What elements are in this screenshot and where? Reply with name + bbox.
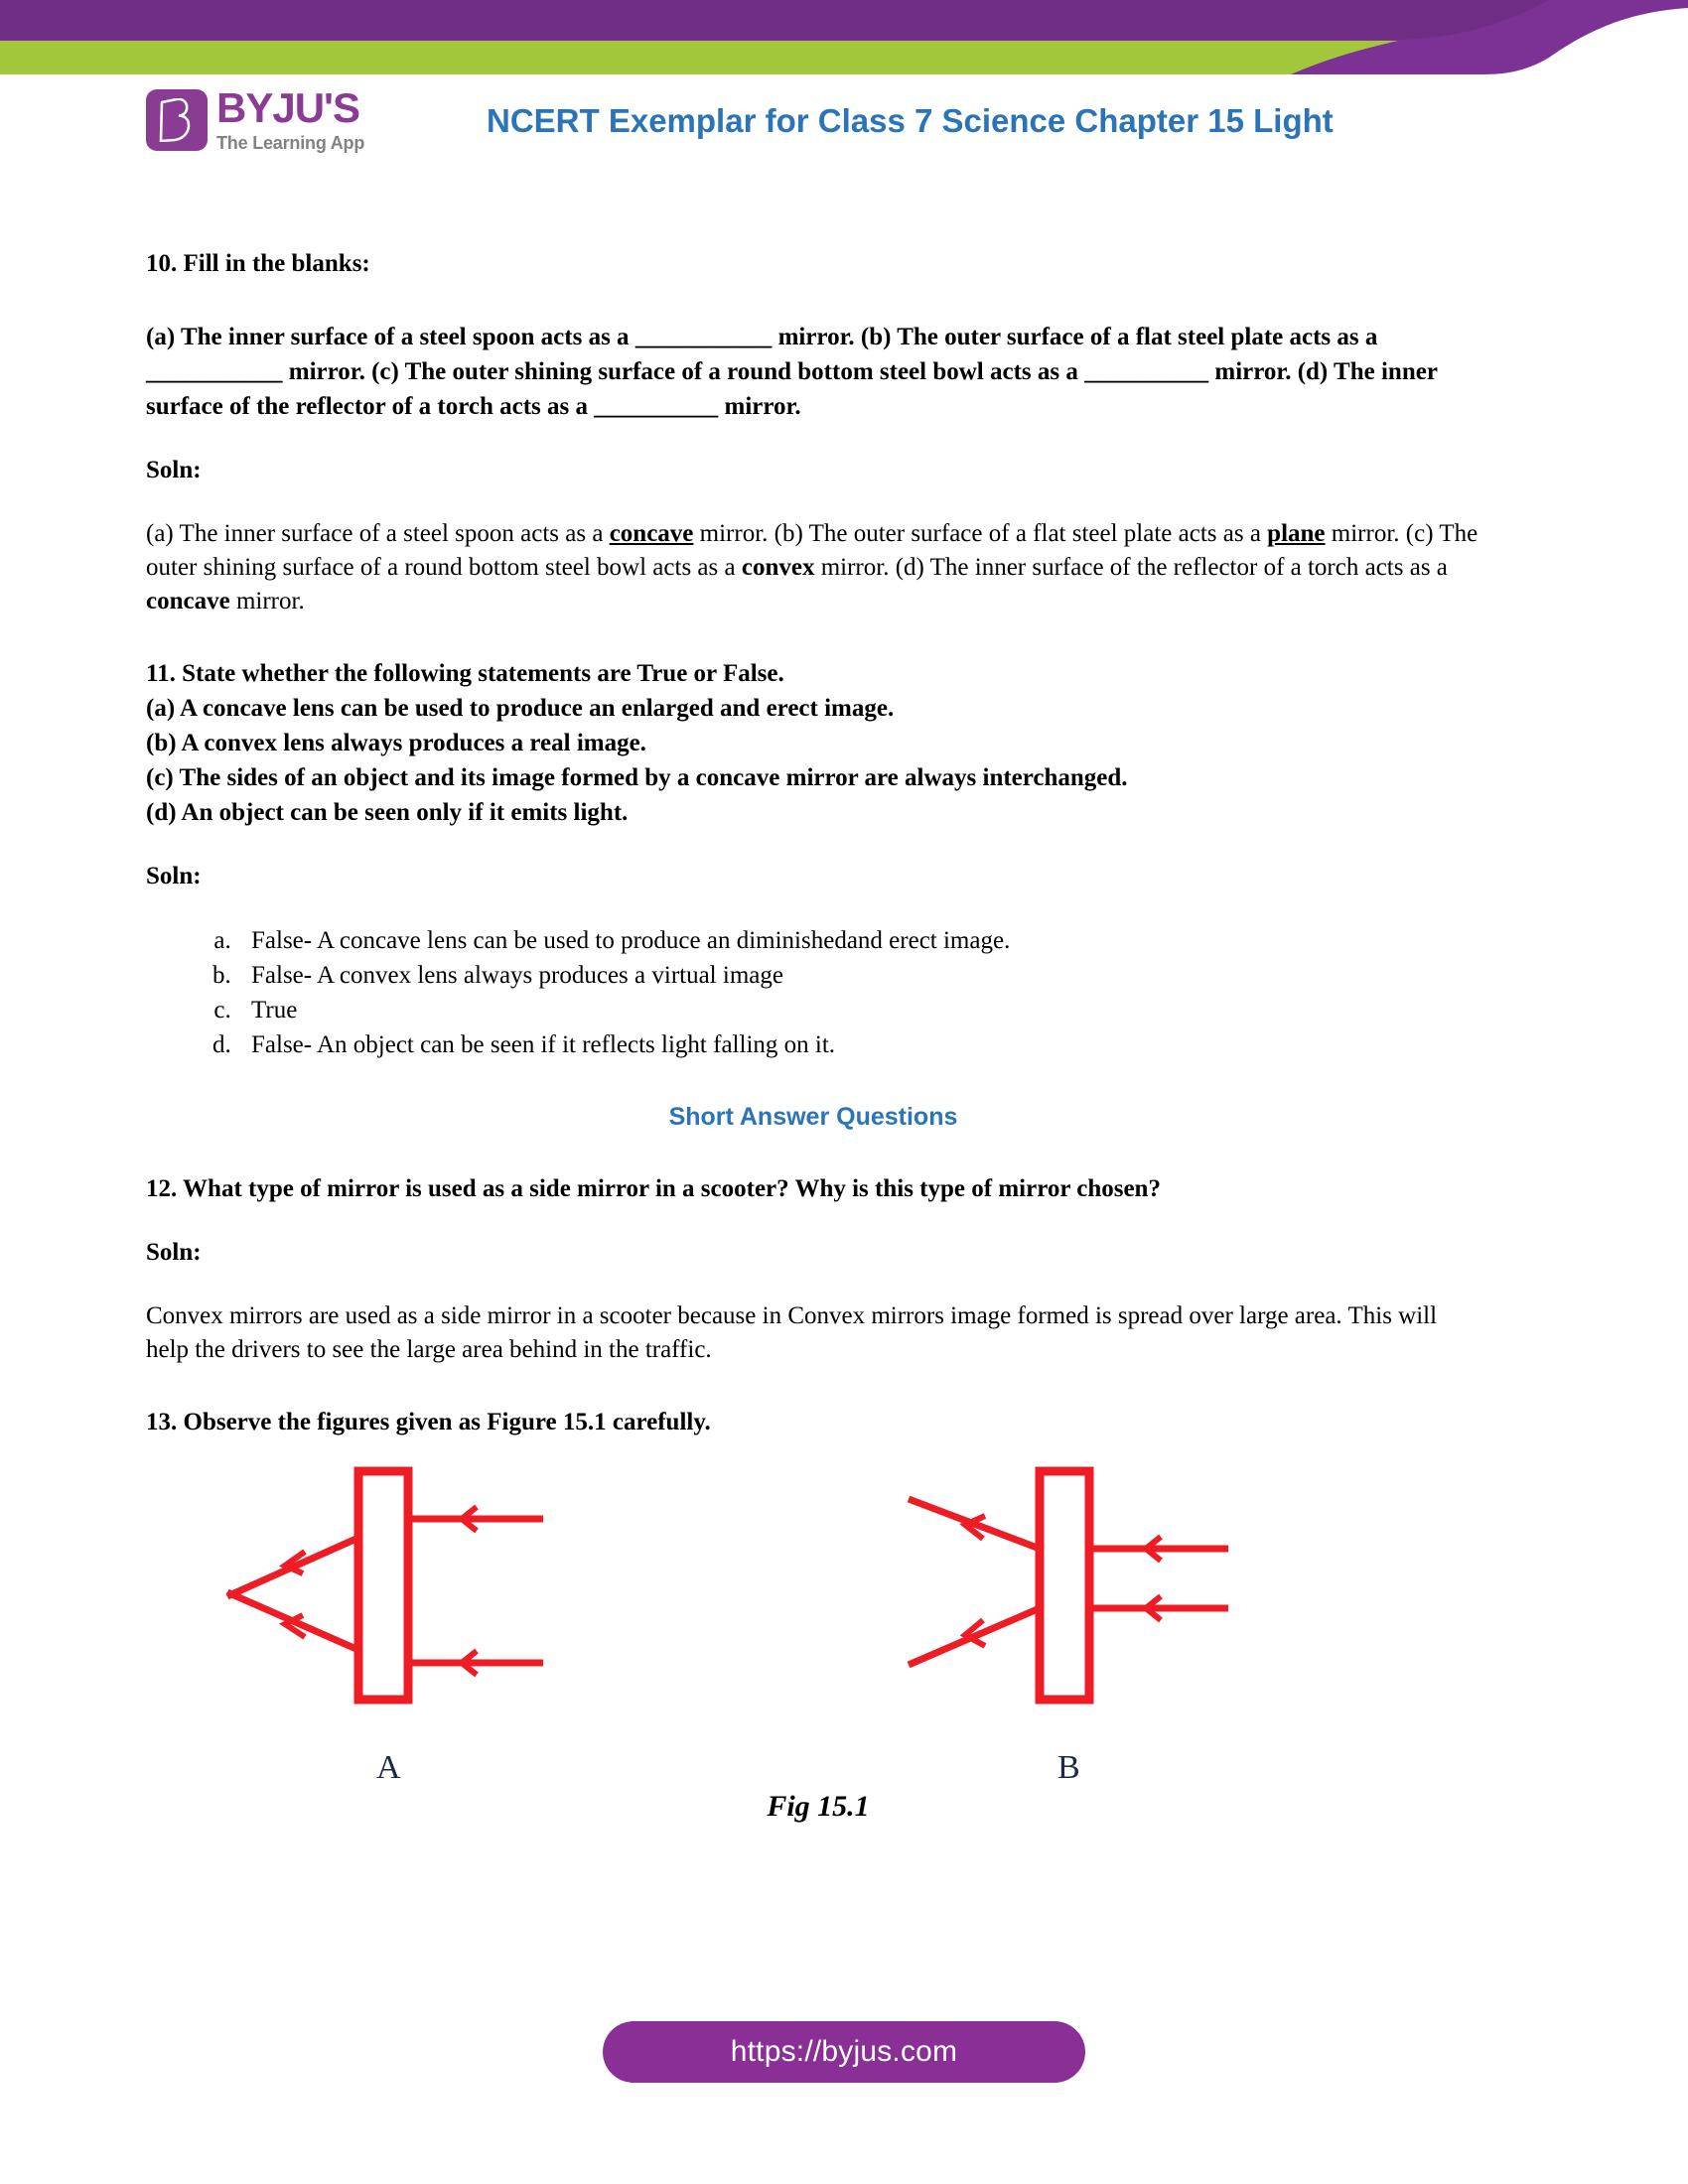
- footer-url-text: https://byjus.com: [730, 2035, 958, 2068]
- figure-15-1-svg: [146, 1461, 1480, 1749]
- q10-seg-6: mirror. (d) The inner surface of the reflector of a torch acts as a: [146, 358, 1438, 420]
- section-heading-short-answer: Short Answer Questions: [668, 1103, 958, 1131]
- figure-label-b: B: [1057, 1749, 1080, 1786]
- question-11-statement-c: (c) The sides of an object and its image formed by a concave mirror are always interchanged.: [146, 764, 1128, 791]
- q10-ans-convex: convex: [741, 554, 815, 581]
- logo-b-icon: [159, 98, 193, 142]
- byjus-logo: [146, 84, 365, 154]
- question-13-heading: 13. Observe the figures given as Figure 15.1 carefully.: [146, 1409, 711, 1435]
- question-11-answer-list: [146, 923, 1480, 1062]
- figure-b-lens-rect: [1040, 1471, 1089, 1700]
- question-12-soln-label: Soln:: [146, 1239, 202, 1266]
- q10-ans-plane: plane: [1267, 520, 1326, 547]
- logo-tagline: The Learning App: [216, 133, 365, 153]
- logo-brand-text: BYJU'S: [216, 84, 360, 131]
- figure-b-outgoing-ray-bottom: [909, 1608, 1040, 1665]
- q10-ans-seg-0: (a) The inner surface of a steel spoon acts as a: [146, 520, 610, 547]
- figure-15-1: [146, 1461, 1480, 1789]
- q10-seg-8: mirror.: [718, 393, 801, 420]
- question-10-solution: [146, 517, 1480, 618]
- q10-blank-b: ___________: [146, 358, 283, 385]
- question-12-solution: Convex mirrors are used as a side mirror in a scooter because in Convex mirrors image formed is spread over large area. This will help the drivers to see the large area behind in the traffic.: [146, 1302, 1438, 1363]
- logo-mark: [146, 89, 208, 151]
- page-title: NCERT Exemplar for Class 7 Science Chapter 15 Light: [487, 102, 1334, 139]
- question-10-soln-label: Soln:: [146, 457, 202, 483]
- purple-band-upper: [0, 0, 1549, 40]
- q10-ans-concave-2: concave: [146, 588, 230, 614]
- list-item: a. False- A concave lens can be used to produce an diminishedand erect image.: [237, 923, 1480, 958]
- q10-blank-d: __________: [594, 393, 719, 420]
- question-12-heading: 12. What type of mirror is used as a side mirror in a scooter? Why is this type of mirror chosen?: [146, 1175, 1161, 1202]
- q10-ans-concave-1: concave: [609, 520, 694, 547]
- q10-ans-seg-6: mirror. (d) The inner surface of the reflector of a torch acts as a: [814, 554, 1448, 581]
- question-11-soln-label: Soln:: [146, 863, 202, 889]
- q10-seg-4: mirror. (c) The outer shining surface of a round bottom steel bowl acts as a: [282, 358, 1085, 385]
- q10-seg-2: mirror. (b) The outer surface of a flat steel plate acts as a: [772, 324, 1378, 350]
- footer-url-button[interactable]: [603, 2021, 1085, 2083]
- list-item: c. True: [237, 993, 1480, 1027]
- q10-seg-0: (a) The inner surface of a steel spoon acts as a: [146, 324, 635, 350]
- list-item: b. False- A convex lens always produces a virtual image: [237, 958, 1480, 993]
- q10-blank-c: __________: [1084, 358, 1209, 385]
- q10-blank-a: ___________: [634, 324, 773, 350]
- question-11-statement-a: (a) A concave lens can be used to produce an enlarged and erect image.: [146, 695, 895, 722]
- header-decoration: [0, 0, 1688, 74]
- question-11-statement-d: (d) An object can be seen only if it emits light.: [146, 799, 629, 826]
- figure-a-lens-rect: [358, 1471, 408, 1700]
- q10-ans-seg-8: mirror.: [229, 588, 305, 614]
- question-11-heading: 11. State whether the following statements are True or False.: [146, 660, 784, 687]
- question-10-body: [146, 320, 1480, 424]
- q10-ans-seg-4: mirror. (c) The outer shining surface of a round bottom steel bowl acts as a: [146, 520, 1478, 581]
- figure-caption: Fig 15.1: [767, 1790, 870, 1823]
- green-band: [0, 41, 1398, 74]
- list-item: d. False- An object can be seen if it reflects light falling on it.: [237, 1027, 1480, 1062]
- figure-label-a: A: [376, 1749, 401, 1786]
- q10-ans-seg-2: mirror. (b) The outer surface of a flat steel plate acts as a: [693, 520, 1268, 547]
- question-11-statement-b: (b) A convex lens always produces a real image.: [146, 730, 646, 756]
- question-10-heading: 10. Fill in the blanks:: [146, 250, 370, 277]
- document-content: [146, 246, 1480, 1825]
